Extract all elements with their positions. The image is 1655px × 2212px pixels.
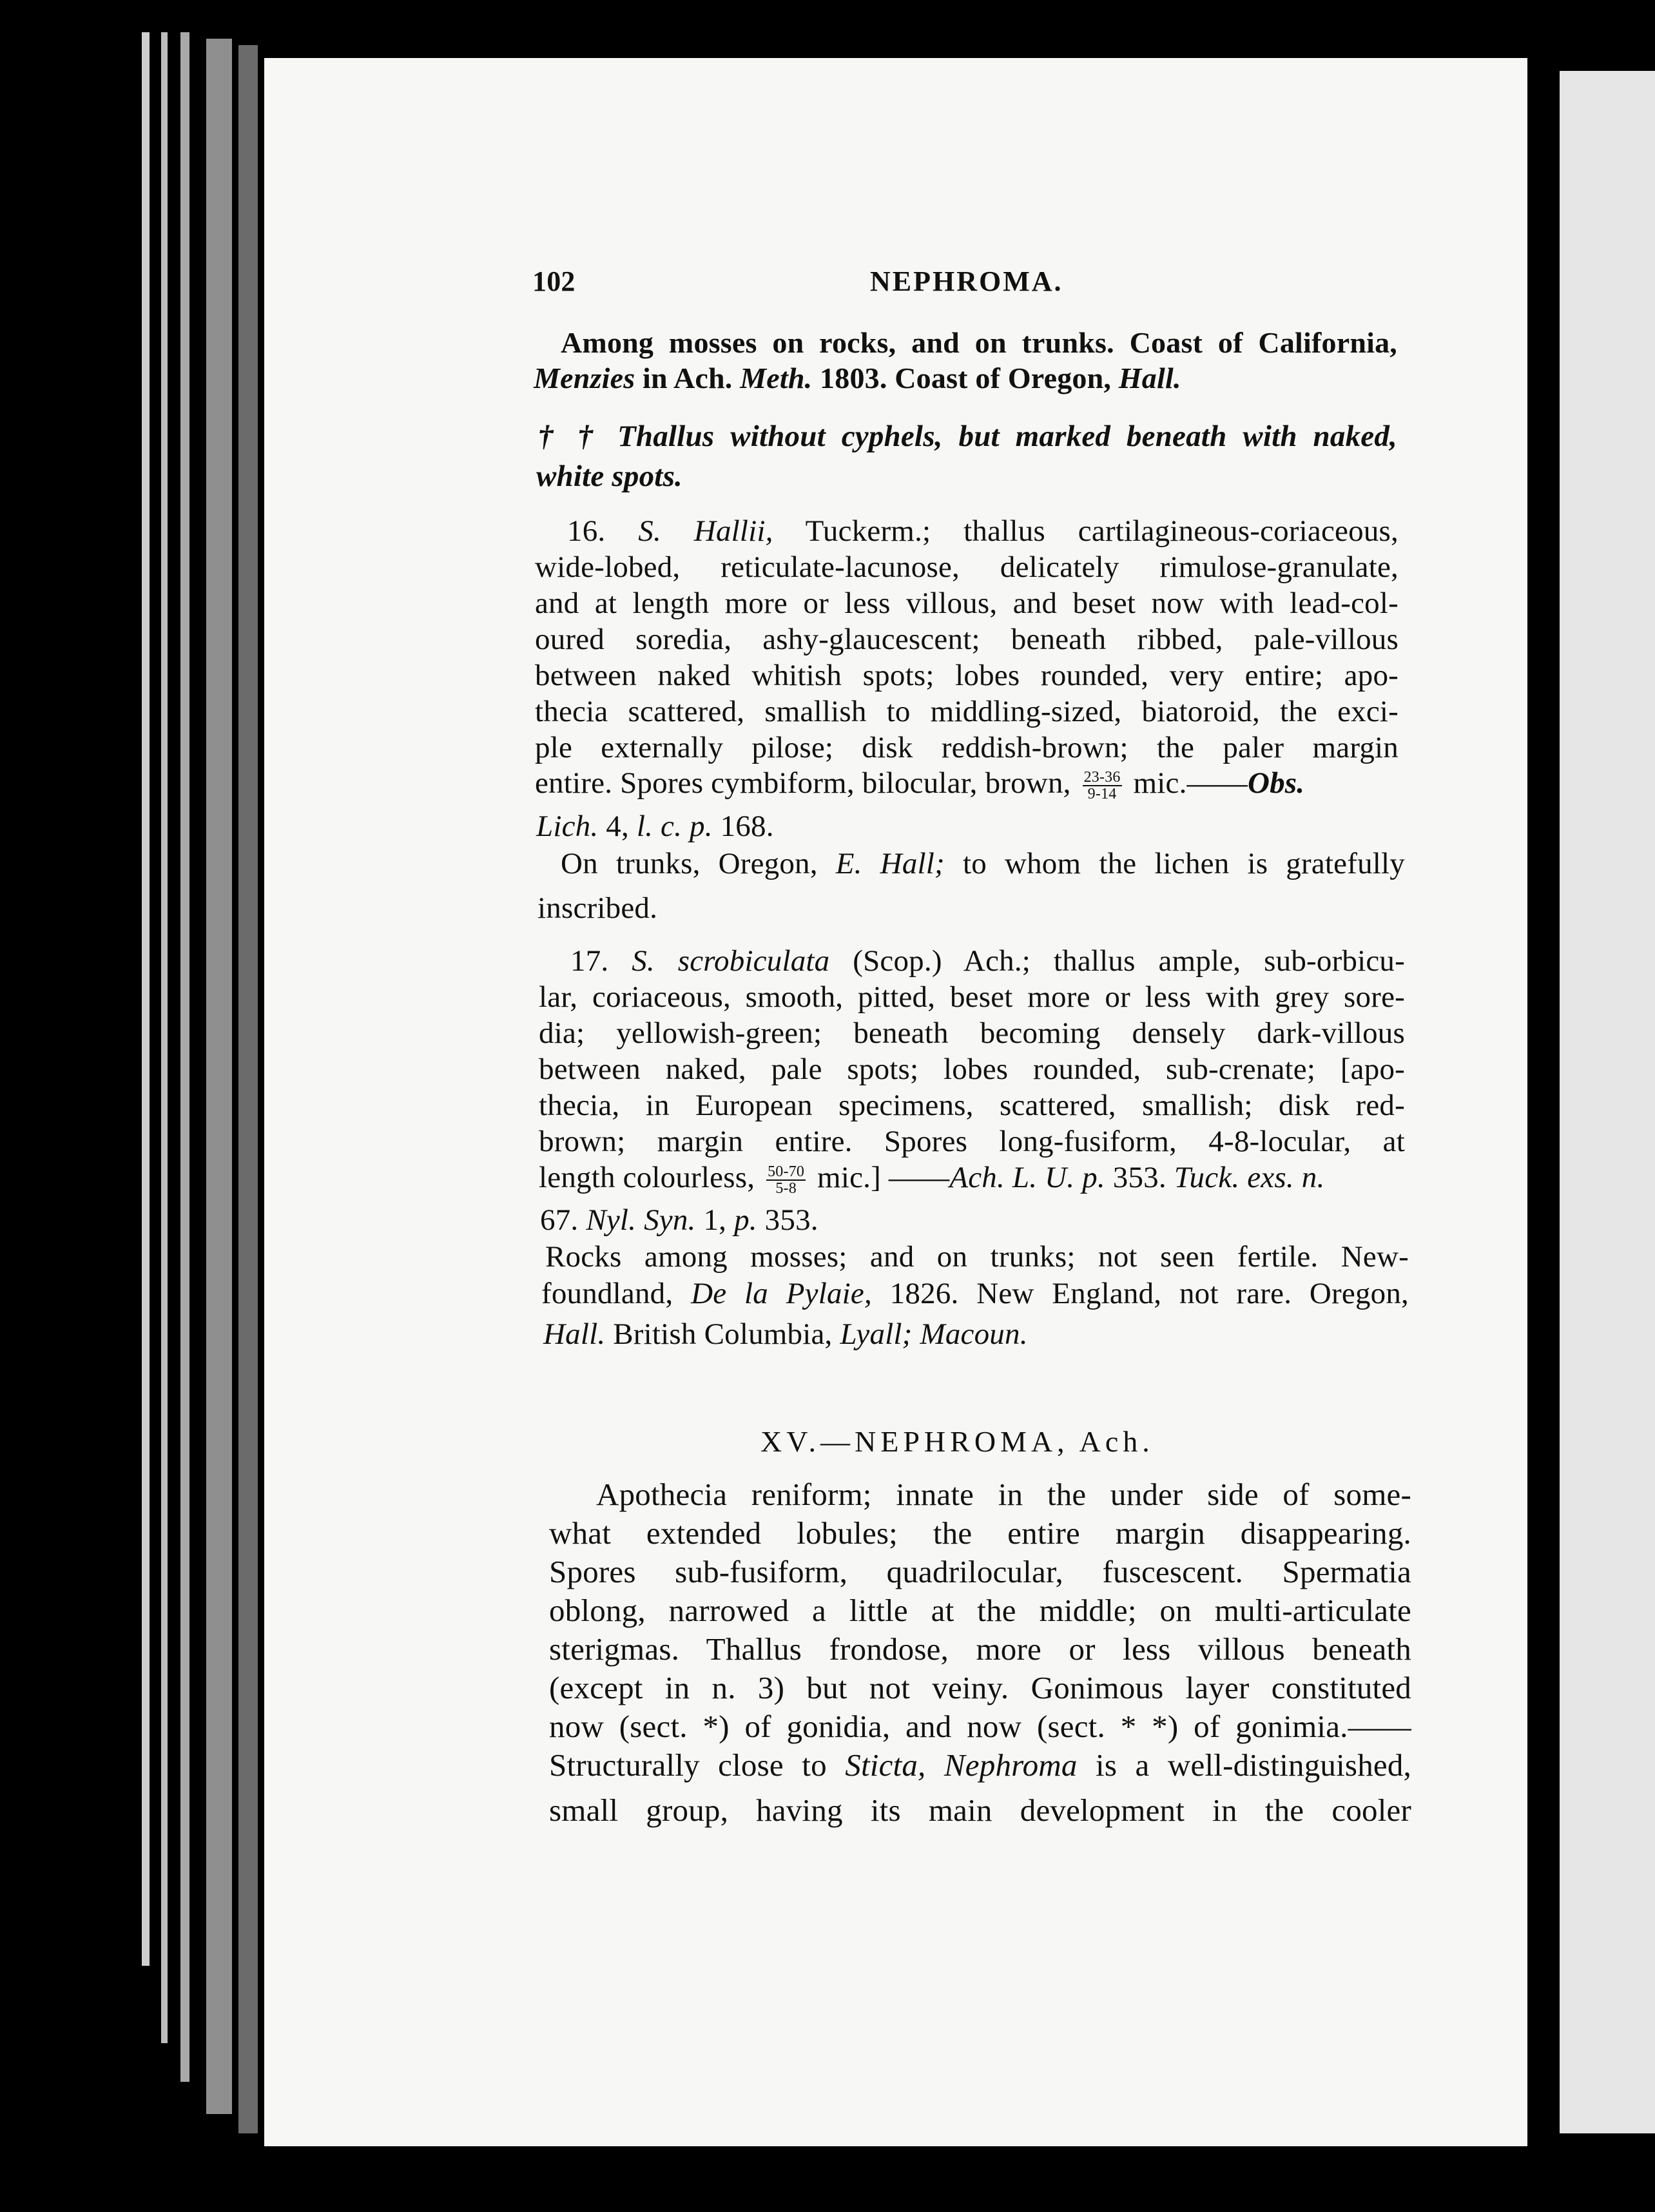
text-line: On trunks, Oregon, E. Hall; to whom the lichen is gratefully xyxy=(561,847,1405,880)
text-line: Apothecia reniform; innate in the under side of some- xyxy=(596,1477,1411,1512)
text-line: wide-lobed, reticulate-lacunose, delicately rimulose-granulate, xyxy=(535,550,1399,584)
text-line: what extended lobules; the entire margin disappearing. xyxy=(549,1515,1411,1551)
text-line: (except in n. 3) but not veiny. Gonimous layer constituted xyxy=(549,1670,1411,1705)
running-title: NEPHROMA. xyxy=(870,266,1063,297)
text-line: ple externally pilose; disk reddish-brown; the paler margin xyxy=(535,731,1399,764)
page-edge-5 xyxy=(238,45,258,2133)
text-line: Spores sub-fusiform, quadrilocular, fuscescent. Spermatia xyxy=(549,1554,1411,1589)
text-line: oured soredia, ashy-glaucescent; beneath ribbed, pale-villous xyxy=(535,623,1399,656)
text-line: 16. S. Hallii, Tuckerm.; thallus cartilagineous-coriaceous, xyxy=(567,514,1399,548)
text-line: Structurally close to Sticta, Nephroma is a well-distinguished, xyxy=(549,1747,1411,1783)
text-line: between naked whitish spots; lobes rounded, very entire; apo- xyxy=(535,659,1399,692)
text-line: foundland, De la Pylaie, 1826. New England, not rare. Oregon, xyxy=(541,1277,1409,1310)
text-line: and at length more or less villous, and beset now with lead-col- xyxy=(535,587,1399,620)
text-line: sterigmas. Thallus frondose, more or less villous beneath xyxy=(549,1631,1411,1667)
text-line: now (sect. *) of gonidia, and now (sect. * *) of gonimia.—— xyxy=(549,1709,1411,1744)
text-line: Hall. British Columbia, Lyall; Macoun. xyxy=(543,1317,1028,1351)
page-edge-3 xyxy=(180,32,189,2082)
text-line: 67. Nyl. Syn. 1, p. 353. xyxy=(540,1203,818,1237)
page-edge-4 xyxy=(206,39,232,2114)
text-line: inscribed. xyxy=(537,891,658,925)
text-line: Among mosses on rocks, and on trunks. Coast of California, xyxy=(561,326,1397,359)
text-line: thecia, in European specimens, scattered, smallish; disk red- xyxy=(539,1089,1405,1122)
text-line: entire. Spores cymbiform, bilocular, brown, $\frac{23-36}{9-14}$ mic.——Obs. xyxy=(535,766,1305,803)
section-title: XV.—NEPHROMA, Ach. xyxy=(760,1425,1154,1458)
text-line: brown; margin entire. Spores long-fusiform, 4-8-locular, at xyxy=(539,1125,1405,1158)
fraction: $\frac{23-36}{9-14}$ xyxy=(1083,769,1121,803)
text-line: Lich. 4, l. c. p. 168. xyxy=(536,810,774,843)
text-line: dia; yellowish-green; beneath becoming densely dark-villous xyxy=(539,1016,1405,1050)
text-line: Menzies in Ach. Meth. 1803. Coast of Oregon, Hall. xyxy=(534,362,1181,394)
text-line: between naked, pale spots; lobes rounded, sub-crenate; [apo- xyxy=(539,1053,1405,1086)
text-line: small group, having its main development in the cooler xyxy=(549,1792,1411,1828)
page-number: 102 xyxy=(532,266,576,297)
text-line: oblong, narrowed a little at the middle; on multi-articulate xyxy=(549,1593,1411,1628)
subsection-heading: † † Thallus without cyphels, but marked beneath with naked, xyxy=(538,420,1397,453)
text-line: Rocks among mosses; and on trunks; not seen fertile. New- xyxy=(545,1240,1409,1274)
fraction: $\frac{50-70}{5-8}$ xyxy=(768,1163,805,1198)
text-line: thecia scattered, smallish to middling-sized, biatoroid, the exci- xyxy=(535,695,1399,728)
text-line: 17. S. scrobiculata (Scop.) Ach.; thallus ample, sub-orbicu- xyxy=(570,944,1405,978)
page-edge-2 xyxy=(161,32,168,2043)
text-line: length colourless, $\frac{50-70}{5-8}$ mic.] ——Ach. L. U. p. 353. Tuck. exs. n. xyxy=(539,1161,1325,1198)
text-line: lar, coriaceous, smooth, pitted, beset more or less with grey sore- xyxy=(539,980,1405,1014)
page-edge-1 xyxy=(142,32,150,1966)
adjacent-page xyxy=(1560,71,1655,2133)
subsection-heading: white spots. xyxy=(536,460,683,493)
